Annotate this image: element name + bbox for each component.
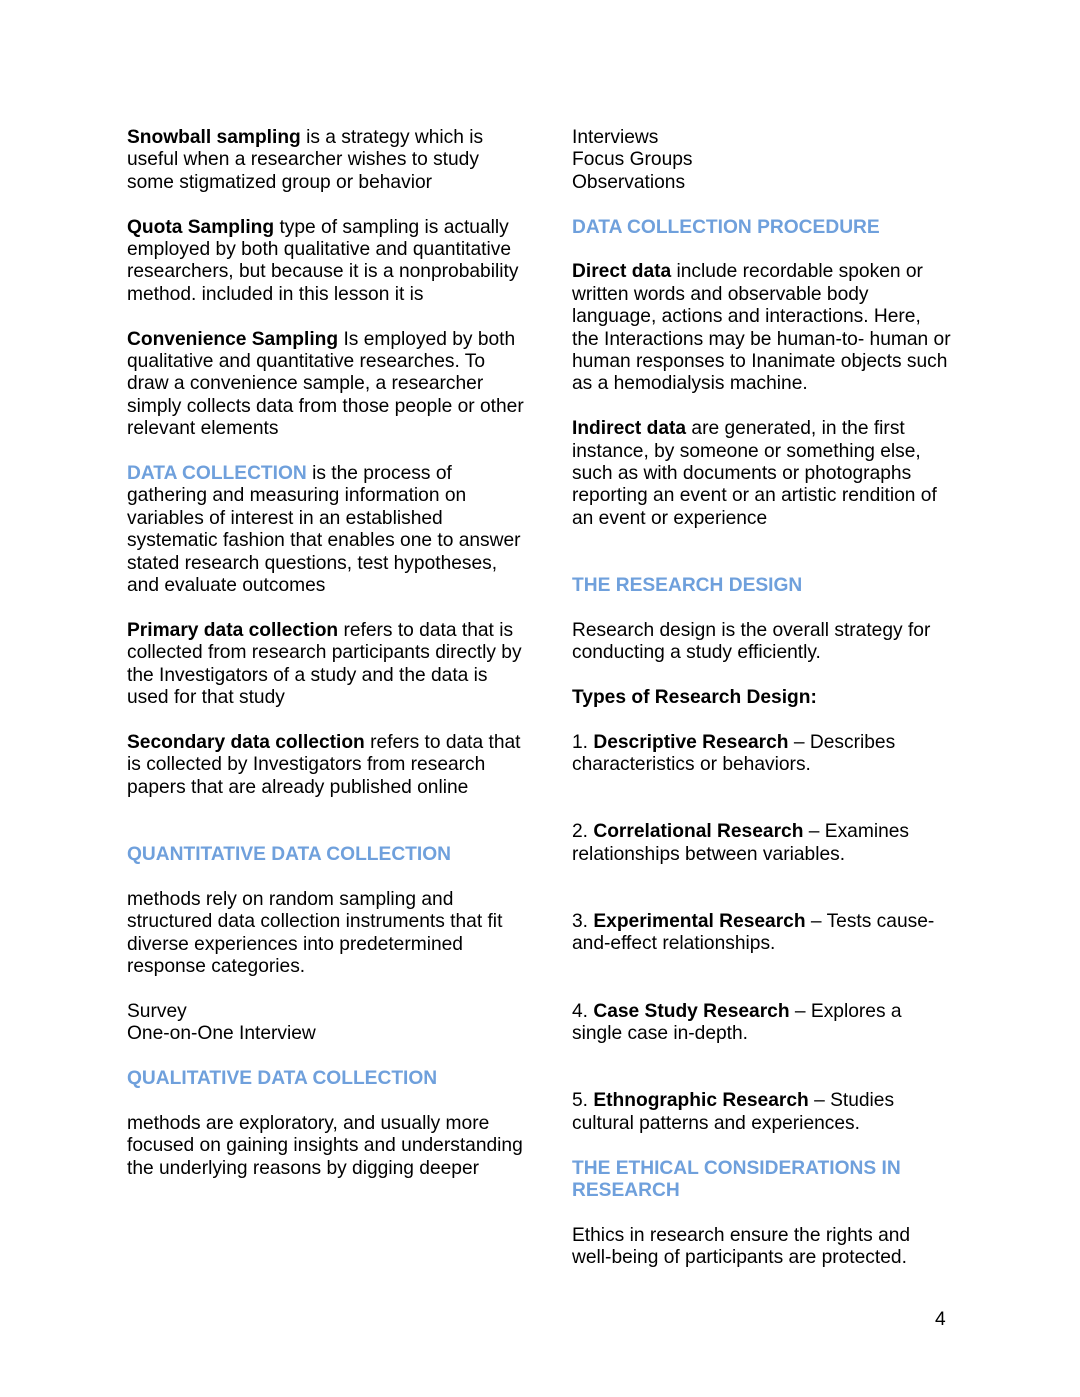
procedure-heading: DATA COLLECTION PROCEDURE	[572, 216, 880, 238]
type-name: Descriptive Research	[593, 731, 789, 753]
type-number: 1.	[572, 731, 594, 753]
type-description: – Tests cause-and-effect relationships.	[572, 911, 935, 955]
primary-paragraph	[127, 620, 527, 710]
right-column	[572, 127, 952, 1292]
method-interviews: Interviews	[572, 127, 659, 148]
quota-term: Quota Sampling	[127, 216, 275, 238]
type-item-correlational	[572, 821, 952, 866]
type-number: 5.	[572, 1090, 594, 1112]
qualitative-methods-list	[572, 127, 952, 194]
type-description: – Studies cultural patterns and experiences.	[572, 1090, 895, 1134]
secondary-text: refers to data that is collected by Investigators from research papers that are already published online	[127, 731, 521, 798]
primary-text: refers to data that is collected from research participants directly by the Investigators of a study and the data is used for that study	[127, 619, 522, 709]
type-name: Ethnographic Research	[593, 1090, 809, 1112]
method-survey: Survey	[127, 1000, 187, 1022]
design-text: Research design is the overall strategy for conducting a study efficiently.	[572, 619, 931, 664]
quantitative-heading: QUANTITATIVE DATA COLLECTION	[127, 843, 452, 865]
indirect-text: are generated, in the first instance, by someone or something else, such as with documents or photographs reporting an event or an artistic rendition of an event or experience	[572, 418, 937, 529]
method-one-on-one-interview: One-on-One Interview	[127, 1023, 316, 1045]
method-focus-groups: Focus Groups	[572, 149, 693, 171]
ethics-heading: THE ETHICAL CONSIDERATIONS IN RESEARCH	[572, 1157, 901, 1201]
snowball-text: is a strategy which is useful when a researcher wishes to study some stigmatized group or behavior	[127, 127, 484, 193]
type-number: 2.	[572, 821, 594, 843]
direct-term: Direct data	[572, 261, 672, 283]
type-name: Experimental Research	[593, 911, 806, 933]
type-item-descriptive	[572, 732, 952, 777]
type-name: Correlational Research	[593, 821, 804, 843]
secondary-term: Secondary data collection	[127, 731, 365, 753]
type-description: – Explores a single case in-depth.	[572, 1000, 902, 1045]
design-heading: THE RESEARCH DESIGN	[572, 575, 803, 597]
indirect-term: Indirect data	[572, 418, 687, 440]
indirect-paragraph	[572, 418, 952, 530]
snowball-term: Snowball sampling	[127, 127, 301, 148]
convenience-text: Is employed by both qualitative and quantitative researches. To draw a convenience sample, a researcher simply collects data from those people or other relevant elements	[127, 328, 524, 440]
left-column	[127, 127, 527, 1202]
direct-paragraph	[572, 261, 952, 395]
type-description: – Examines relationships between variables.	[572, 821, 910, 865]
secondary-paragraph	[127, 732, 527, 799]
direct-text: include recordable spoken or written words and observable body language, actions and interactions. Here, the Interactions may be human-to- human or human responses to Inanimate objects such as a hemodialysis machine.	[572, 261, 951, 395]
quota-paragraph	[127, 217, 527, 307]
convenience-term: Convenience Sampling	[127, 328, 339, 350]
ethics-text: Ethics in research ensure the rights and well-being of participants are protected.	[572, 1224, 911, 1269]
data-collection-paragraph	[127, 463, 527, 597]
types-heading	[572, 687, 952, 709]
type-name: Case Study Research	[593, 1000, 790, 1022]
type-item-ethnographic	[572, 1090, 952, 1135]
convenience-paragraph	[127, 329, 527, 441]
type-number: 3.	[572, 911, 594, 933]
data-collection-text: is the process of gathering and measuring information on variables of interest in an established systematic fashion that enables one to answer stated research questions, test hypotheses, and evaluate outcomes	[127, 463, 521, 597]
types-heading-text: Types of Research Design:	[572, 687, 817, 709]
type-description: – Describes characteristics or behaviors.	[572, 731, 896, 776]
primary-term: Primary data collection	[127, 619, 339, 641]
type-number: 4.	[572, 1000, 594, 1022]
qualitative-text: methods are exploratory, and usually more focused on gaining insights and understanding the underlying reasons by digging deeper	[127, 1112, 523, 1179]
quantitative-text: methods rely on random sampling and structured data collection instruments that fit diverse experiences into predetermined response categories.	[127, 888, 503, 977]
type-item-experimental	[572, 911, 952, 956]
type-item-case-study	[572, 1001, 952, 1046]
method-observations: Observations	[572, 171, 686, 193]
page-number: 4	[935, 1309, 946, 1330]
snowball-paragraph	[127, 127, 527, 194]
quantitative-methods-list	[127, 1001, 527, 1046]
qualitative-heading: QUALITATIVE DATA COLLECTION	[127, 1067, 438, 1089]
quota-text: type of sampling is actually employed by both qualitative and quantitative researchers, but because it is a nonprobability method. included in this lesson it is	[127, 216, 519, 305]
data-collection-term: DATA COLLECTION	[127, 463, 307, 485]
